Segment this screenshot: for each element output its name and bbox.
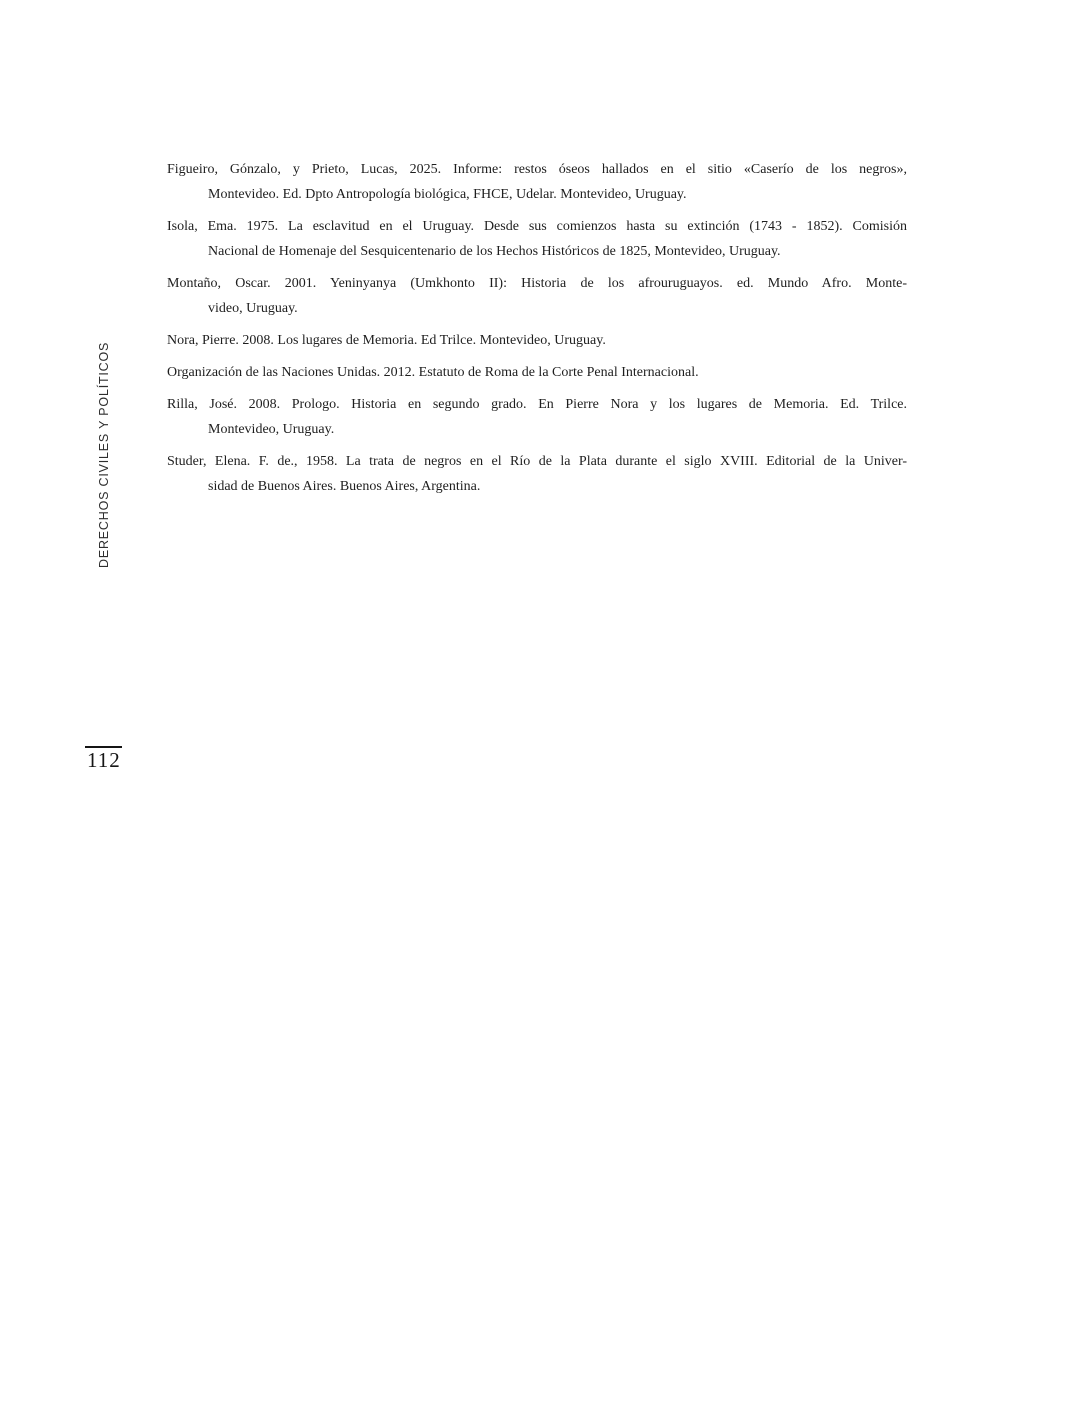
reference-entry (167, 328, 907, 353)
reference-line: sidad de Buenos Aires. Buenos Aires, Argentina. (208, 479, 481, 494)
reference-line: video, Uruguay. (208, 301, 298, 316)
page-number-block (85, 746, 123, 773)
reference-line: Figueiro, Gónzalo, y Prieto, Lucas, 2025. Informe: restos óseos hallados en el sitio «Caserío de los negros», (167, 162, 907, 177)
reference-line: Rilla, José. 2008. Prologo. Historia en segundo grado. En Pierre Nora y los lugares de Memoria. Ed. Trilce. (167, 397, 907, 412)
reference-entry (167, 449, 907, 499)
reference-line: Nacional de Homenaje del Sesquicentenario de los Hechos Históricos de 1825, Montevideo, Uruguay. (208, 244, 781, 259)
reference-entry (167, 214, 907, 264)
reference-line: Montaño, Oscar. 2001. Yeninyanya (Umkhonto II): Historia de los afrouruguayos. ed. Mundo Afro. Monte- (167, 276, 907, 291)
reference-entry (167, 360, 907, 385)
reference-line: Nora, Pierre. 2008. Los lugares de Memoria. Ed Trilce. Montevideo, Uruguay. (167, 333, 606, 348)
reference-line: Studer, Elena. F. de., 1958. La trata de negros en el Río de la Plata durante el siglo XVIII. Editorial de la Univer- (167, 454, 907, 469)
bibliography-list (167, 157, 907, 506)
reference-line: Organización de las Naciones Unidas. 2012. Estatuto de Roma de la Corte Penal Internacional. (167, 365, 699, 380)
reference-entry (167, 392, 907, 442)
reference-entry (167, 157, 907, 207)
page-number: 112 (87, 748, 121, 772)
reference-entry (167, 271, 907, 321)
chapter-sidebar-label: DERECHOS CIVILES Y POLÍTICOS (97, 341, 111, 568)
reference-line: Montevideo, Uruguay. (208, 422, 335, 437)
reference-line: Isola, Ema. 1975. La esclavitud en el Uruguay. Desde sus comienzos hasta su extinción (1743 - 1852). Comisión (167, 219, 907, 234)
reference-line: Montevideo. Ed. Dpto Antropología biológica, FHCE, Udelar. Montevideo, Uruguay. (208, 187, 687, 202)
